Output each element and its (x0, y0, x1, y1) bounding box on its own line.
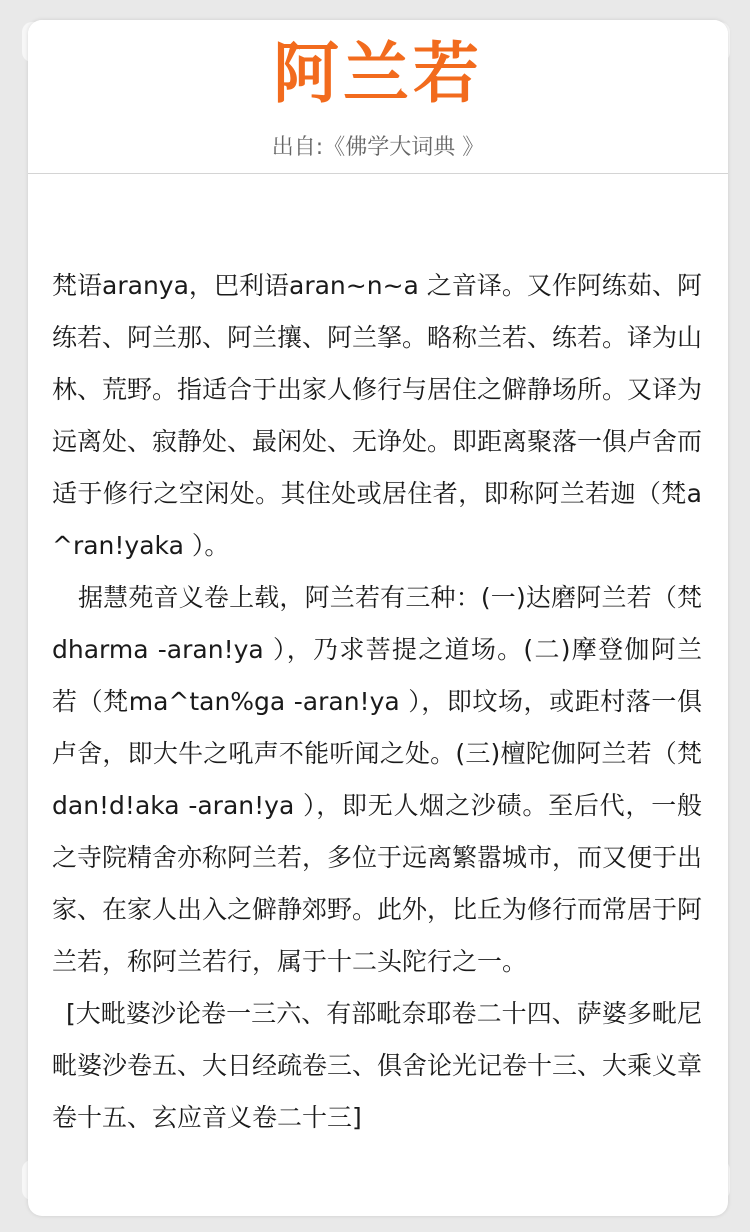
references-list: [大毗婆沙论卷一三六、有部毗奈耶卷二十四、萨婆多毗尼毗婆沙卷五、大日经疏卷三、俱舍论光记卷十三、大乘义章卷十五、玄应音义卷二十三] (52, 999, 703, 1132)
entry-header (28, 20, 728, 174)
entry-source: 出自:《佛学大词典 》 (271, 135, 485, 160)
entry-body (52, 260, 702, 1144)
entry-title: 阿兰若 (273, 35, 483, 112)
dictionary-entry-card (28, 20, 728, 1216)
definition-paragraph: 梵语aranya，巴利语aran~n~a 之音译。又作阿练茹、阿练若、阿兰那、阿兰攘、阿兰拏。略称兰若、练若。译为山林、荒野。指适合于出家人修行与居住之僻静场所。又译为远离处、寂静处、最闲处、无诤处。即距离聚落一俱卢舍而适于修行之空闲处。其住处或居住者，即称阿兰若迦（梵a^ran!yaka ）。 (52, 271, 703, 560)
classification-paragraph: 据慧苑音义卷上载，阿兰若有三种：(一)达磨阿兰若（梵dharma -aran!ya ），乃求菩提之道场。(二)摩登伽阿兰若（梵ma^tan%ga -aran!ya ），即坟场，或距村落一俱卢舍，即大牛之吼声不能听闻之处。(三)檀陀伽阿兰若（梵dan!d!aka -aran!ya ），即无人烟之沙碛。至后代，一般之寺院精舍亦称阿兰若，多位于远离繁嚣城市，而又便于出家、在家人出入之僻静郊野。此外，比丘为修行而常居于阿兰若，称阿兰若行，属于十二头陀行之一。 (52, 583, 703, 976)
